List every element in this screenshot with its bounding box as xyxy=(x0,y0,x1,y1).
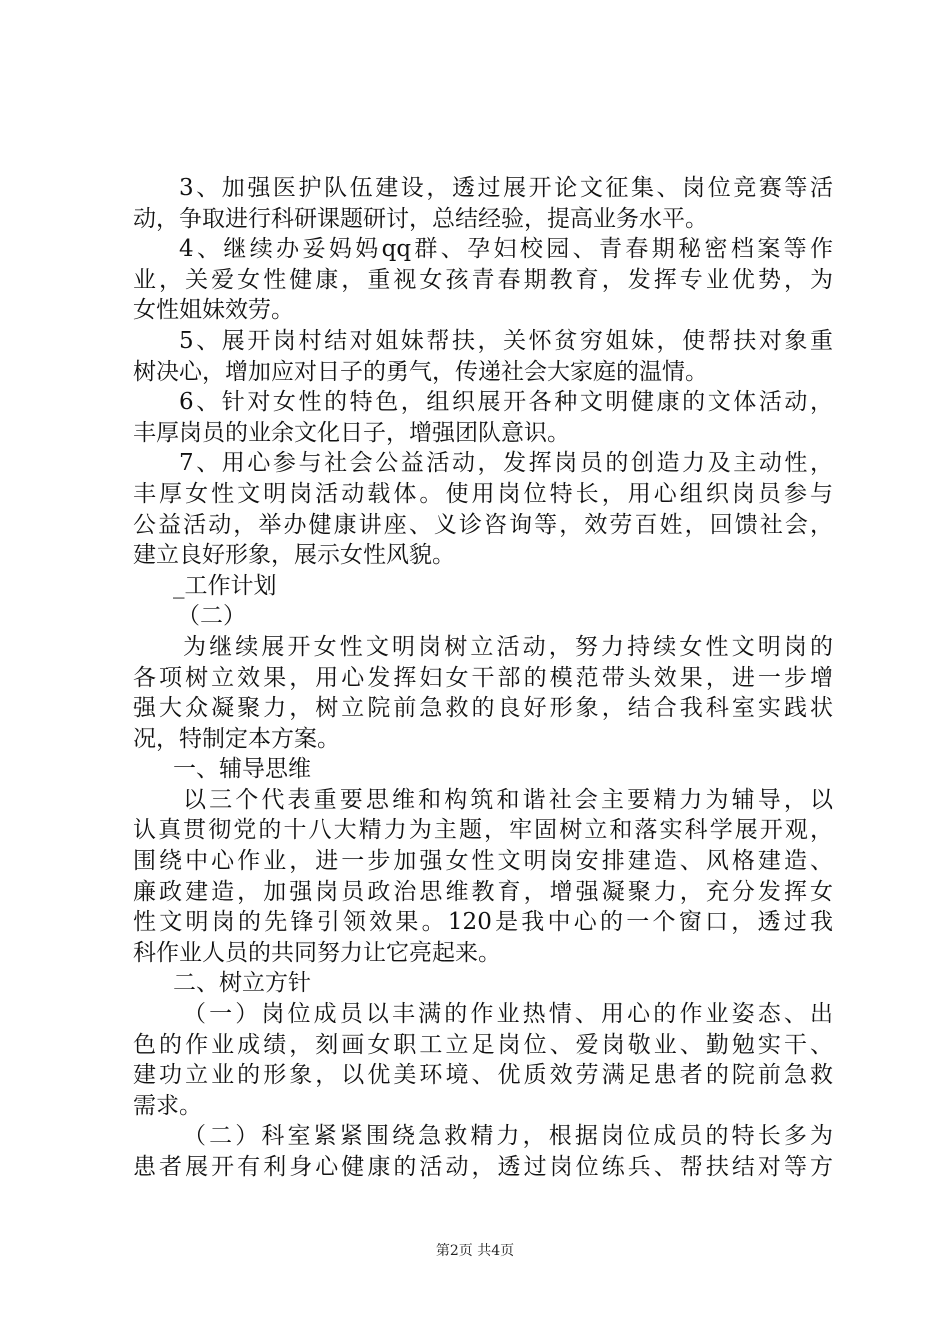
text-line: 丰厚女性文明岗活动载体。使用岗位特长，用心组织岗员参与 xyxy=(133,480,833,507)
document-body xyxy=(133,173,833,1183)
text-line: 廉政建造，加强岗员政治思维教育，增强凝聚力，充分发挥女 xyxy=(133,878,833,905)
section-heading: （二） xyxy=(177,603,246,630)
section-heading: _工作计划 xyxy=(173,572,277,599)
text-line: 患者展开有利身心健康的活动，透过岗位练兵、帮扶结对等方 xyxy=(133,1154,833,1180)
text-line: 况，特制定本方案。 xyxy=(133,725,340,752)
text-line: 6、针对女性的特色，组织展开各种文明健康的文体活动， xyxy=(179,389,833,416)
text-line: 各项树立效果，用心发挥妇女干部的模范带头效果，进一步增 xyxy=(133,664,833,691)
text-line: （二）科室紧紧围绕急救精力，根据岗位成员的特长多为 xyxy=(183,1123,833,1150)
text-line: 需求。 xyxy=(133,1092,202,1119)
text-line: 认真贯彻党的十八大精力为主题，牢固树立和落实科学展开观， xyxy=(133,817,833,844)
section-heading: 一、辅导思维 xyxy=(173,756,311,783)
text-line: 3、加强医护队伍建设，透过展开论文征集、岗位竞赛等活 xyxy=(179,175,833,201)
text-line: 5、展开岗村结对姐妹帮扶，关怀贫穷姐妹，使帮扶对象重 xyxy=(179,327,833,354)
text-line: 公益活动，举办健康讲座、义诊咨询等，效劳百姓，回馈社会， xyxy=(133,511,833,538)
text-line: 建立良好形象，展示女性风貌。 xyxy=(133,542,455,569)
text-line: （一）岗位成员以丰满的作业热情、用心的作业姿态、出 xyxy=(183,1001,833,1028)
text-line: 4、继续办妥妈妈qq群、孕妇校园、青春期秘密档案等作 xyxy=(179,236,833,263)
text-line: 性文明岗的先锋引领效果。120是我中心的一个窗口，透过我 xyxy=(133,909,833,936)
text-line: 7、用心参与社会公益活动，发挥岗员的创造力及主动性， xyxy=(179,450,833,477)
text-line: 动，争取进行科研课题研讨，总结经验，提高业务水平。 xyxy=(133,205,708,232)
page-number: 第2页 共4页 xyxy=(435,1243,515,1259)
section-heading: 二、树立方针 xyxy=(173,970,311,997)
text-line: 树决心，增加应对日子的勇气，传递社会大家庭的温情。 xyxy=(133,358,708,385)
text-line: 为继续展开女性文明岗树立活动，努力持续女性文明岗的 xyxy=(183,633,833,660)
text-line: 建功立业的形象，以优美环境、优质效劳满足患者的院前急救 xyxy=(133,1062,833,1089)
text-line: 丰厚岗员的业余文化日子，增强团队意识。 xyxy=(133,419,570,446)
text-line: 色的作业成绩，刻画女职工立足岗位、爱岗敬业、勤勉实干、 xyxy=(133,1031,833,1058)
text-line: 科作业人员的共同努力让它亮起来。 xyxy=(133,939,501,966)
text-line: 强大众凝聚力，树立院前急救的良好形象，结合我科室实践状 xyxy=(133,695,833,722)
text-line: 女性姐妹效劳。 xyxy=(133,297,294,324)
text-line: 围绕中心作业，进一步加强女性文明岗安排建造、风格建造、 xyxy=(133,848,833,875)
text-line: 业，关爱女性健康，重视女孩青春期教育，发挥专业优势，为 xyxy=(133,266,833,293)
text-line: 以三个代表重要思维和构筑和谐社会主要精力为辅导，以 xyxy=(183,786,833,813)
